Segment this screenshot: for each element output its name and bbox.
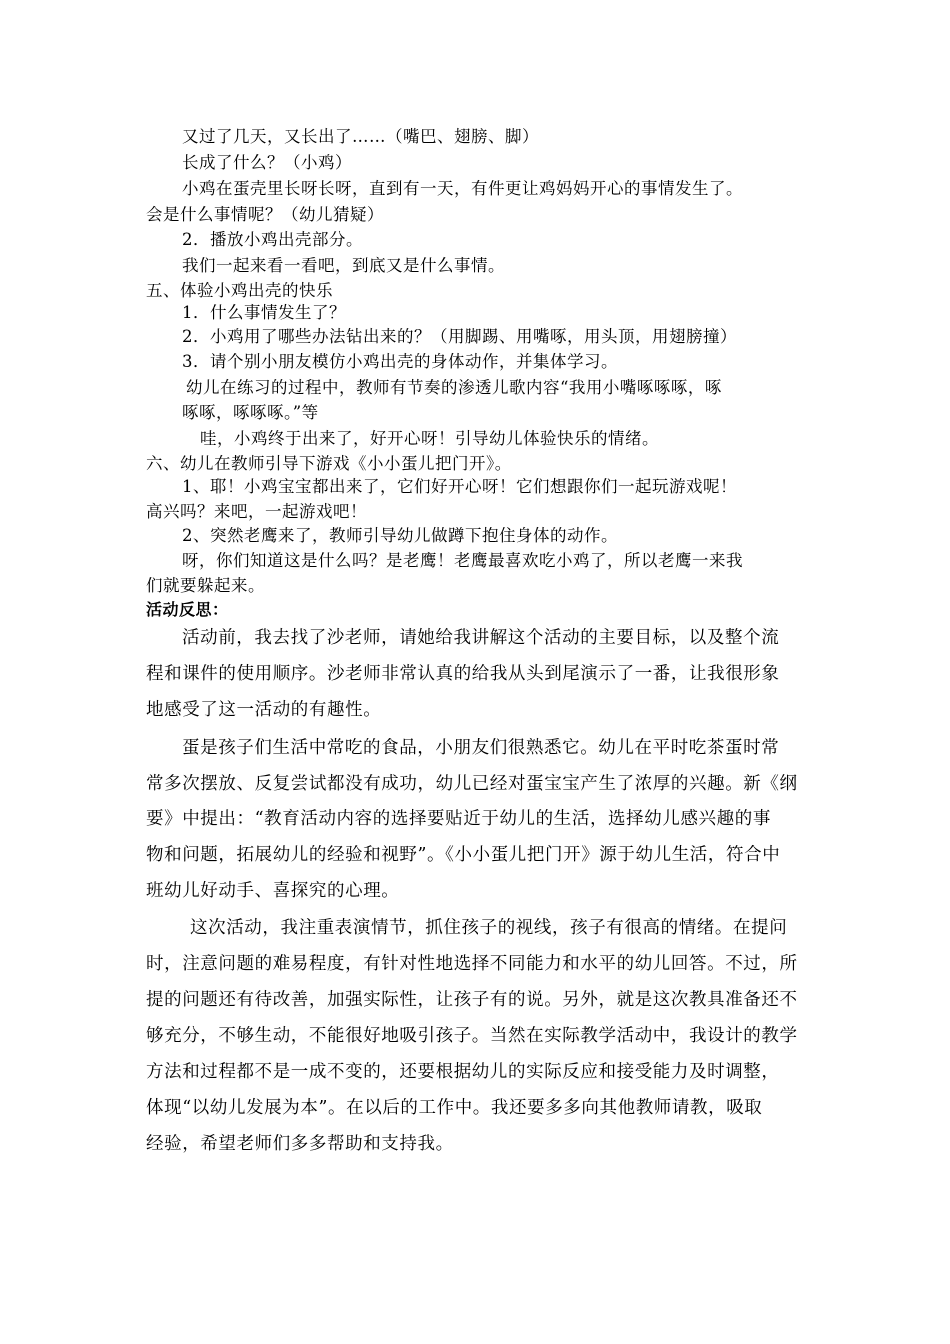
reflection-line: 体现“以幼儿发展为本”。在以后的工作中。我还要多多向其他教师请教，吸取 xyxy=(146,1098,763,1118)
section-heading: 六、幼儿在教师引导下游戏《小小蛋儿把门开》。 xyxy=(146,454,512,473)
reflection-line: 经验，希望老师们多多帮助和支持我。 xyxy=(146,1134,454,1154)
reflection-heading: 活动反思： xyxy=(146,600,229,619)
text-line: 会是什么事情呢？（幼儿猜疑） xyxy=(146,205,384,224)
text-line: 幼儿在练习的过程中，教师有节奏的渗透儿歌内容“我用小嘴啄啄啄，啄 xyxy=(186,378,722,397)
reflection-line: 要》中提出：“教育活动内容的选择要贴近于幼儿的生活，选择幼儿感兴趣的事 xyxy=(146,809,771,829)
reflection-line: 蛋是孩子们生活中常吃的食品，小朋友们很熟悉它。幼儿在平时吃茶蛋时常 xyxy=(182,738,780,758)
text-line: 3．请个别小朋友模仿小鸡出壳的身体动作，并集体学习。 xyxy=(182,352,618,371)
reflection-line: 常多次摆放、反复尝试都没有成功，幼儿已经对蛋宝宝产生了浓厚的兴趣。新《纲 xyxy=(146,774,798,794)
text-line: 们就要躲起来。 xyxy=(146,576,265,595)
text-line: 1．什么事情发生了？ xyxy=(182,303,346,322)
reflection-line: 提的问题还有待改善，加强实际性，让孩子有的说。另外，就是这次教具准备还不 xyxy=(146,990,798,1010)
reflection-line: 物和问题，拓展幼儿的经验和视野”。《小小蛋儿把门开》源于幼儿生活，符合中 xyxy=(146,845,781,865)
section-heading: 五、体验小鸡出壳的快乐 xyxy=(146,281,333,300)
text-line: 又过了几天，又长出了……（嘴巴、翅膀、脚） xyxy=(182,127,539,146)
reflection-line: 这次活动，我注重表演情节，抓住孩子的视线，孩子有很高的情绪。在提问 xyxy=(190,918,788,938)
text-line: 高兴吗？来吧，一起游戏吧！ xyxy=(146,502,367,521)
text-line: 2、突然老鹰来了，教师引导幼儿做蹲下抱住身体的动作。 xyxy=(182,526,618,545)
text-line: 小鸡在蛋壳里长呀长呀，直到有一天，有件更让鸡妈妈开心的事情发生了。 xyxy=(182,179,743,198)
text-line: 1、耶！小鸡宝宝都出来了，它们好开心呀！它们想跟你们一起玩游戏呢！ xyxy=(182,477,737,496)
text-line: 呀，你们知道这是什么吗？是老鹰！老鹰最喜欢吃小鸡了，所以老鹰一来我 xyxy=(182,551,743,570)
reflection-line: 地感受了这一活动的有趣性。 xyxy=(146,700,382,720)
reflection-line: 班幼儿好动手、喜探究的心理。 xyxy=(146,881,400,901)
text-line: 2．播放小鸡出壳部分。 xyxy=(182,230,363,249)
text-line: 我们一起来看一看吧，到底又是什么事情。 xyxy=(182,256,505,275)
reflection-line: 程和课件的使用顺序。沙老师非常认真的给我从头到尾演示了一番，让我很形象 xyxy=(146,664,780,684)
text-line: 2．小鸡用了哪些办法钻出来的？（用脚踢、用嘴啄，用头顶，用翅膀撞） xyxy=(182,327,737,346)
reflection-line: 方法和过程都不是一成不变的，还要根据幼儿的实际反应和接受能力及时调整， xyxy=(146,1062,780,1082)
text-line: 啄啄，啄啄啄。”等 xyxy=(182,403,319,422)
reflection-line: 够充分，不够生动，不能很好地吸引孩子。当然在实际教学活动中，我设计的教学 xyxy=(146,1026,798,1046)
reflection-line: 时，注意问题的难易程度，有针对性地选择不同能力和水平的幼儿回答。不过，所 xyxy=(146,954,798,974)
text-line: 长成了什么？（小鸡） xyxy=(182,153,352,172)
reflection-line: 活动前，我去找了沙老师，请她给我讲解这个活动的主要目标，以及整个流 xyxy=(182,628,780,648)
text-line: 哇，小鸡终于出来了，好开心呀！引导幼儿体验快乐的情绪。 xyxy=(200,429,659,448)
